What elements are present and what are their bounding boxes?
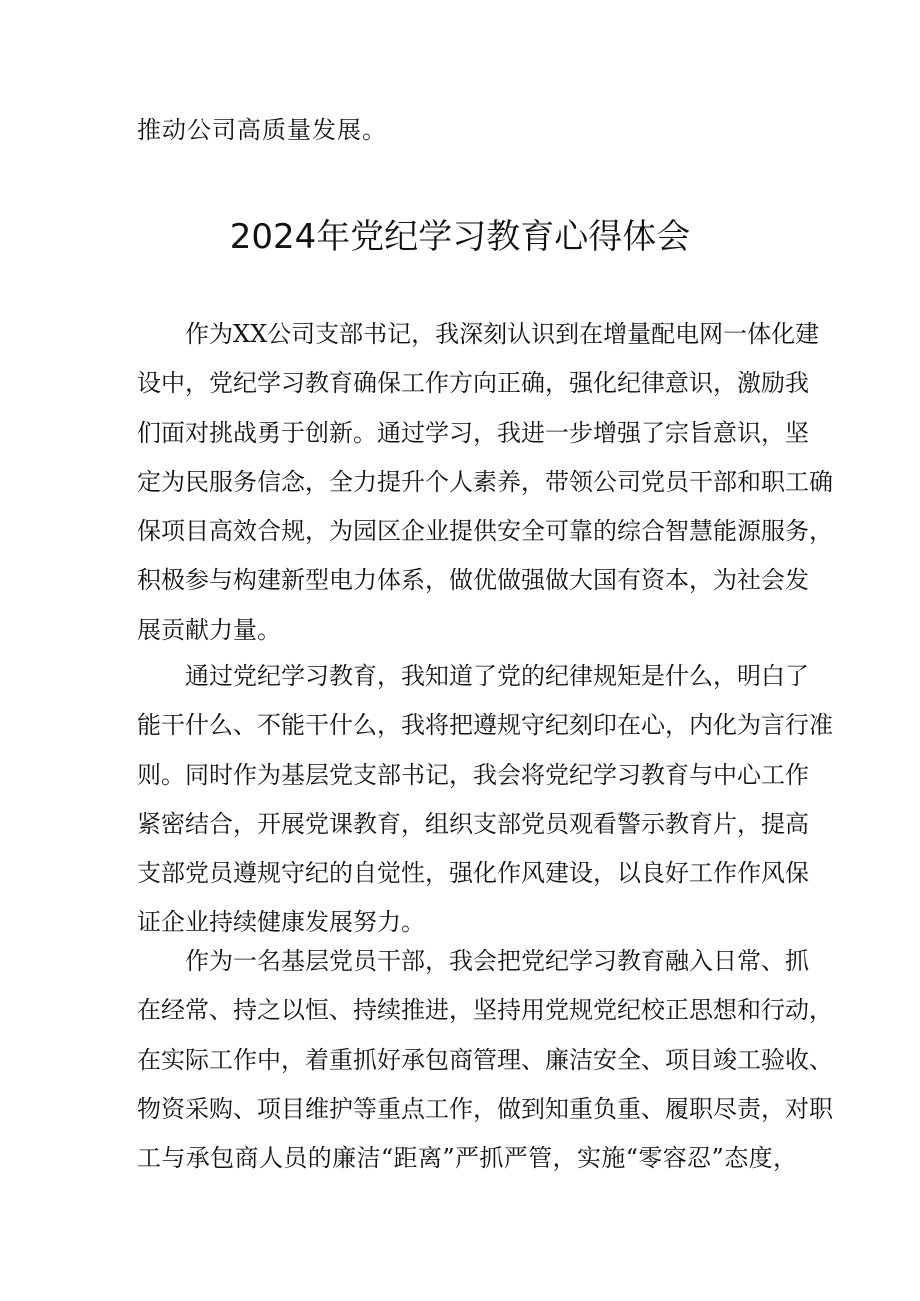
paragraph-2 — [137, 652, 833, 948]
continued-text-line: 推动公司高质量发展。 — [137, 116, 387, 144]
paragraph-1 — [137, 310, 833, 655]
paragraph-line: 物资采购、项目维护等重点工作，做到知重负重、履职尽责，对职 — [137, 1094, 833, 1123]
paragraph-line: 定为民服务信念，全力提升个人素养，带领公司党员干部和职工确 — [137, 467, 833, 496]
paragraph-line: 积极参与构建新型电力体系，做优做强做大国有资本，为社会发 — [137, 566, 809, 595]
paragraph-line: 紧密结合，开展党课教育，组织支部党员观看警示教育片，提高 — [137, 809, 809, 838]
paragraph-line: 在实际工作中，着重抓好承包商管理、廉洁安全、项目竣工验收、 — [137, 1045, 833, 1074]
paragraph-line: 通过党纪学习教育，我知道了党的纪律规矩是什么，明白了 — [185, 662, 809, 690]
paragraph-line: 作为一名基层党员干部，我会把党纪学习教育融入日常、抓 — [185, 947, 809, 975]
paragraph-3 — [137, 937, 833, 1183]
paragraph-line: 证企业持续健康发展努力。 — [137, 908, 425, 937]
paragraph-line: 设中，党纪学习教育确保工作方向正确，强化纪律意识，激励我 — [137, 369, 809, 398]
paragraph-line: 们面对挑战勇于创新。通过学习，我进一步增强了宗旨意识，坚 — [137, 418, 809, 447]
paragraph-line: 作为XX公司支部书记，我深刻认识到在增量配电网一体化建 — [185, 320, 820, 348]
paragraph-line: 保项目高效合规，为园区企业提供安全可靠的综合智慧能源服务， — [137, 517, 833, 546]
paragraph-line: 展贡献力量。 — [137, 615, 281, 644]
paragraph-line: 在经常、持之以恒、持续推进，坚持用党规党纪校正思想和行动， — [137, 996, 833, 1025]
paragraph-line: 工与承包商人员的廉洁“距离”严抓严管，实施“零容忍”态度， — [137, 1144, 797, 1173]
document-title: 2024年党纪学习教育心得体会 — [229, 217, 691, 257]
paragraph-line: 则。同时作为基层党支部书记，我会将党纪学习教育与中心工作 — [137, 760, 809, 789]
paragraph-line: 能干什么、不能干什么，我将把遵规守纪刻印在心，内化为言行准 — [137, 711, 833, 740]
paragraph-line: 支部党员遵规守纪的自觉性，强化作风建设，以良好工作作风保 — [137, 859, 809, 888]
